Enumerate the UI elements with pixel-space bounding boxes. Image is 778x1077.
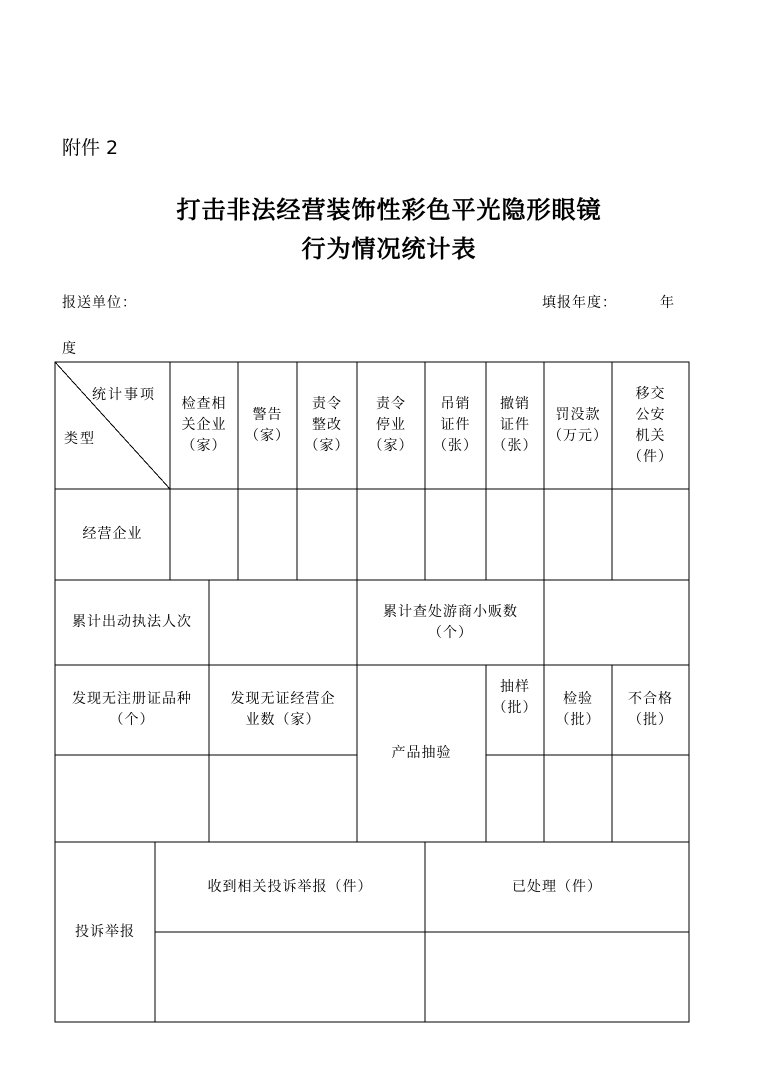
inspection-input[interactable] (544, 755, 612, 842)
row-label-business: 经营企业 (82, 526, 143, 542)
col-header-inspection: 检验 （批） (555, 691, 601, 728)
unlicensed-companies-input[interactable] (209, 755, 357, 842)
label-complaints-received: 收到相关投诉举报（件） (207, 878, 373, 895)
business-warnings-input[interactable] (238, 489, 297, 580)
col-header-unqualified: 不合格 （批） (628, 691, 673, 728)
row-label-enforcement: 累计出动执法人次 (72, 614, 192, 630)
page-title-line2: 行为情况统计表 (301, 235, 477, 263)
business-cancelled-input[interactable] (486, 489, 544, 580)
col-header-suspension: 责令 停业 （家） (368, 396, 414, 454)
label-product-sampling: 产品抽验 (391, 745, 452, 761)
header-diagonal (55, 362, 170, 489)
enforcement-count-input[interactable] (209, 580, 357, 665)
reporting-unit-label: 报送单位： (62, 295, 137, 311)
col-header-warnings: 警告 （家） (245, 406, 290, 444)
label-complaints-processed: 已处理（件） (512, 878, 602, 895)
page-title-line1: 打击非法经营装饰性彩色平光隐形眼镜 (176, 196, 602, 224)
col-header-police-transfer: 移交 公安 机关 （件） (628, 385, 673, 465)
business-inspected-input[interactable] (170, 489, 238, 580)
header-diag-type: 类型 (64, 431, 96, 447)
label-unregistered-products: 发现无注册证品种 （个） (72, 691, 192, 728)
complaints-received-input[interactable] (155, 932, 425, 1022)
street-vendors-input[interactable] (544, 580, 689, 665)
business-revoked-input[interactable] (425, 489, 486, 580)
unqualified-input[interactable] (612, 755, 689, 842)
year-suffix-wrap: 度 (62, 341, 77, 357)
col-header-license-revoked: 吊销 证件 （张） (433, 396, 478, 454)
samples-input[interactable] (486, 755, 544, 842)
label-complaints: 投诉举报 (75, 923, 135, 940)
unregistered-products-input[interactable] (55, 755, 209, 842)
complaints-processed-input[interactable] (425, 932, 689, 1022)
row-label-street-vendors: 累计查处游商小贩数 （个） (383, 603, 518, 641)
fill-year-label: 填报年度： (542, 295, 617, 311)
col-header-license-cancelled: 撤销 证件 （张） (492, 396, 538, 454)
business-suspension-input[interactable] (357, 489, 425, 580)
col-header-rectification: 责令 整改 （家） (304, 396, 350, 454)
business-rectification-input[interactable] (297, 489, 357, 580)
year-suffix: 年 (660, 295, 675, 311)
attachment-label: 附件 2 (62, 137, 119, 159)
header-diag-stat-items: 统计事项 (92, 387, 156, 403)
business-fines-input[interactable] (544, 489, 612, 580)
col-header-inspected-companies: 检查相 关企业 （家） (181, 396, 227, 454)
business-police-input[interactable] (612, 489, 689, 580)
label-unlicensed-companies: 发现无证经营企 业数（家） (230, 691, 336, 728)
col-header-fines: 罚没款 （万元） (548, 406, 608, 444)
col-header-samples: 抽样 （批） (492, 679, 538, 716)
